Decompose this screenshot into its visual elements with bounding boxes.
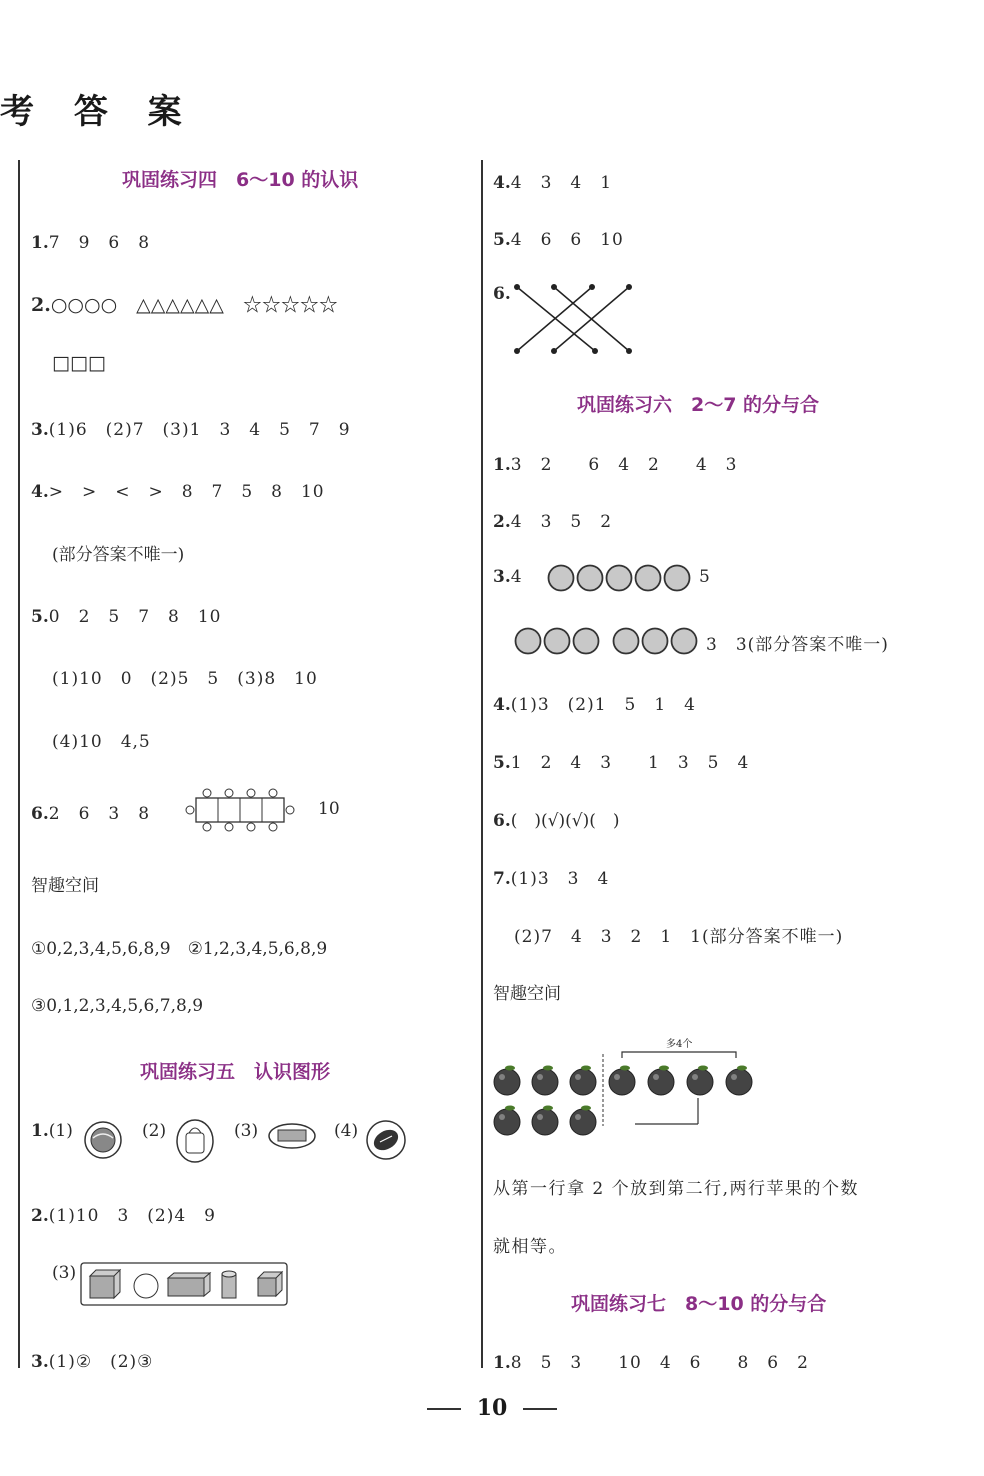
answer-number: 7. <box>493 869 511 889</box>
answer-text: 5 <box>699 567 710 587</box>
answer-text: (1)3 3 4 <box>510 869 610 889</box>
footer-dash-left <box>427 1408 461 1410</box>
answer-part: (3) <box>234 1121 259 1141</box>
s6-answer-row-2 <box>493 507 612 532</box>
zhiqu-text-2: 就相等。 <box>493 1237 567 1257</box>
r-answer-row-5 <box>493 225 624 250</box>
s6-answer-row-3 <box>493 567 522 587</box>
s6-answer-row-7-line2: (2)7 4 3 2 1 1(部分答案不唯一) <box>514 927 844 947</box>
answer-part: (4) <box>334 1121 359 1141</box>
answer-text: 1 2 4 3 1 3 5 4 <box>510 753 750 773</box>
answer-row-2 <box>31 290 338 317</box>
answer-text: (1)10 3 (2)4 9 <box>48 1206 216 1226</box>
s6-answer-row-7 <box>493 864 609 889</box>
answer-text: 3 3(部分答案不唯一) <box>706 635 889 655</box>
answer-number: 1. <box>31 233 49 253</box>
footer-dash-right <box>523 1408 557 1410</box>
answer-part: (1) <box>48 1121 73 1141</box>
answer-row-2-line2: □□□ <box>52 352 106 374</box>
answer-text: 4 <box>510 567 522 587</box>
answer-number: 3. <box>31 420 49 440</box>
answer-row-3 <box>31 415 351 440</box>
zhiqu-title-right: 智趣空间 <box>493 984 561 1004</box>
center-column-rule <box>481 160 483 1368</box>
answer-number: 1. <box>493 455 511 475</box>
answer-number: 2. <box>31 1206 49 1226</box>
book-icon <box>268 1122 316 1150</box>
page-title: 考 答 案 <box>0 92 196 132</box>
bag-icon <box>175 1117 215 1163</box>
s5-answer-row-2-line2: (3) <box>52 1263 77 1283</box>
answer-text: 2 6 3 8 <box>48 804 151 824</box>
answer-row-1 <box>31 228 150 253</box>
answer-number: 4. <box>493 695 511 715</box>
r-answer-row-4 <box>493 168 612 193</box>
apple-figure <box>490 1034 760 1144</box>
answer-number: 5. <box>31 607 49 627</box>
answer-number: 5. <box>493 753 511 773</box>
zhiqu-line-2: ③0,1,2,3,4,5,6,7,8,9 <box>31 996 204 1016</box>
zhiqu-title-left: 智趣空间 <box>31 876 99 896</box>
zhiqu-text-1: 从第一行拿 2 个放到第二行,两行苹果的个数 <box>493 1179 860 1199</box>
answer-text: ( )(√)(√)( ) <box>510 811 620 831</box>
answer-number: 1. <box>31 1121 49 1141</box>
football-icon <box>365 1120 407 1160</box>
matching-lines-figure <box>512 282 636 360</box>
answer-number: 2. <box>31 294 51 316</box>
circle-group-3a <box>513 627 605 655</box>
answer-row-4 <box>31 477 325 502</box>
answer-text: 4 6 6 10 <box>510 230 624 250</box>
s5-answer-row-3 <box>31 1347 153 1372</box>
answer-text: 4 3 4 1 <box>510 173 613 193</box>
zhiqu-line-1: ①0,2,3,4,5,6,8,9 ②1,2,3,4,5,6,8,9 <box>31 939 328 959</box>
answer-number: 4. <box>31 482 49 502</box>
answer-row-5 <box>31 602 221 627</box>
table-chairs-figure <box>184 788 296 832</box>
answer-number: 6. <box>31 804 49 824</box>
solid-shapes-figure <box>80 1262 290 1308</box>
section-title-5: 巩固练习五 认识图形 <box>140 1061 331 1083</box>
answer-number: 4. <box>493 173 511 193</box>
s7-answer-row-1 <box>493 1348 809 1373</box>
answer-text: 4 3 5 2 <box>510 512 613 532</box>
answer-note: (部分答案不唯一) <box>52 545 185 565</box>
page-number: 10 <box>476 1395 508 1421</box>
shape-symbols: ○○○○ △△△△△△ ☆☆☆☆☆ <box>50 294 338 316</box>
answer-text: 8 5 3 10 4 6 8 6 2 <box>510 1353 809 1373</box>
circle-group-3b <box>611 627 703 655</box>
answer-number: 3. <box>493 567 511 587</box>
r-answer-row-6 <box>493 284 511 304</box>
answer-number: 2. <box>493 512 511 532</box>
answer-text: (1)6 (2)7 (3)1 3 4 5 7 9 <box>48 420 351 440</box>
left-column-rule <box>18 160 20 1368</box>
circle-group-5 <box>546 564 696 592</box>
answer-number: 3. <box>31 1352 49 1372</box>
section-title-4: 巩固练习四 6～10 的认识 <box>122 169 359 191</box>
answer-number: 5. <box>493 230 511 250</box>
answer-text: 3 2 6 4 2 4 3 <box>510 455 738 475</box>
answer-text: (1)3 (2)1 5 1 4 <box>510 695 696 715</box>
s5-answer-row-2 <box>31 1201 216 1226</box>
s6-answer-row-6 <box>493 806 619 831</box>
s6-answer-row-1 <box>493 450 737 475</box>
answer-row-6 <box>31 799 150 824</box>
apple-label: 多4个 <box>666 1039 693 1050</box>
answer-text: > > < > 8 7 5 8 10 <box>48 482 325 502</box>
s6-answer-row-4 <box>493 690 696 715</box>
answer-text: 0 2 5 7 8 10 <box>48 607 222 627</box>
answer-row-6-after: 10 <box>318 799 340 819</box>
answer-row-5-line3: (4)10 4,5 <box>52 732 151 752</box>
ball-icon <box>83 1120 123 1160</box>
s5-answer-row-1 <box>31 1121 73 1141</box>
section-title-7: 巩固练习七 8～10 的分与合 <box>571 1293 827 1315</box>
page-footer <box>0 1395 984 1421</box>
answer-row-5-line2: (1)10 0 (2)5 5 (3)8 10 <box>52 669 318 689</box>
answer-text: 7 9 6 8 <box>48 233 151 253</box>
answer-part: (2) <box>142 1121 167 1141</box>
answer-number: 6. <box>493 811 511 831</box>
section-title-6: 巩固练习六 2～7 的分与合 <box>577 394 820 416</box>
answer-number: 1. <box>493 1353 511 1373</box>
answer-number: 6. <box>493 284 511 304</box>
answer-text: (1)② (2)③ <box>48 1352 154 1372</box>
s6-answer-row-5 <box>493 748 749 773</box>
